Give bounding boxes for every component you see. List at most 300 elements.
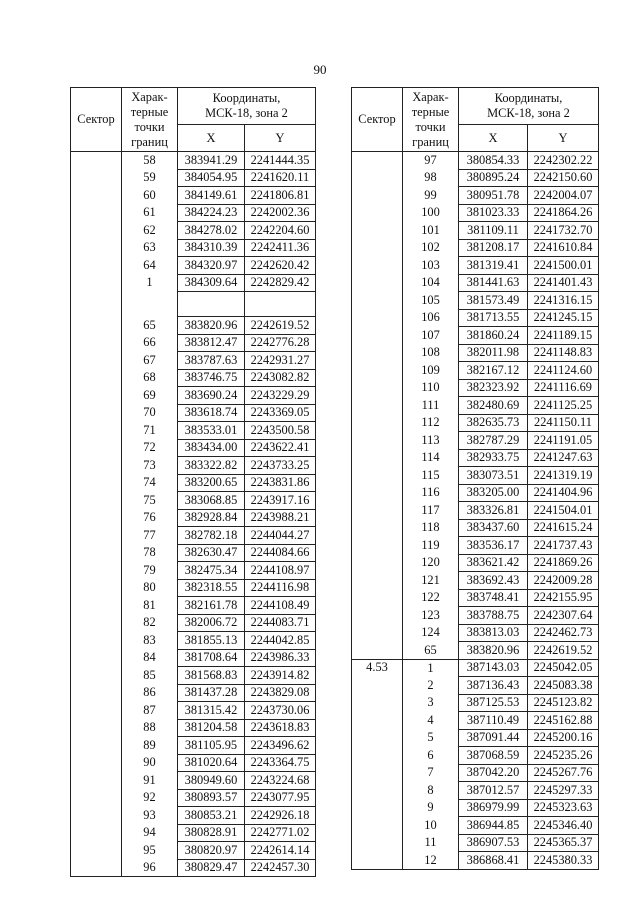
table-body-left xyxy=(71,152,316,877)
point-cell: 104 xyxy=(403,274,459,292)
table-row xyxy=(71,754,316,772)
table-row xyxy=(352,554,599,572)
header-y: Y xyxy=(245,125,316,152)
x-coordinate-cell: 381437.28 xyxy=(178,684,245,702)
x-coordinate-cell: 383618.74 xyxy=(178,404,245,422)
point-cell: 6 xyxy=(403,747,459,765)
point-cell: 3 xyxy=(403,694,459,712)
header-points-line4: границ xyxy=(131,134,168,149)
y-coordinate-cell: 2242462.73 xyxy=(528,624,599,642)
table-row xyxy=(352,379,599,397)
sector-cell xyxy=(352,589,403,607)
x-coordinate-cell: 381441.63 xyxy=(459,274,528,292)
y-coordinate-cell: 2243733.25 xyxy=(245,457,316,475)
sector-cell xyxy=(71,274,122,292)
sector-cell xyxy=(71,614,122,632)
point-cell: 95 xyxy=(122,842,178,860)
x-coordinate-cell: 384224.23 xyxy=(178,204,245,222)
table-row xyxy=(71,457,316,475)
point-cell: 99 xyxy=(403,187,459,205)
table-row xyxy=(71,509,316,527)
table-row xyxy=(71,544,316,562)
sector-cell xyxy=(71,187,122,205)
sector-cell xyxy=(352,677,403,695)
y-coordinate-cell: 2241189.15 xyxy=(528,327,599,345)
x-coordinate-cell: 382928.84 xyxy=(178,509,245,527)
x-coordinate-cell: 381315.42 xyxy=(178,702,245,720)
table-row xyxy=(71,649,316,667)
point-cell: 81 xyxy=(122,597,178,615)
point-cell: 112 xyxy=(403,414,459,432)
header-points xyxy=(403,88,459,152)
sector-cell xyxy=(352,449,403,467)
sector-cell xyxy=(352,327,403,345)
x-coordinate-cell: 381109.11 xyxy=(459,222,528,240)
y-coordinate-cell: 2241444.35 xyxy=(245,152,316,170)
header-points-line3: точки xyxy=(134,119,165,134)
x-coordinate-cell: 383748.41 xyxy=(459,589,528,607)
point-cell: 64 xyxy=(122,257,178,275)
y-coordinate-cell: 2244083.71 xyxy=(245,614,316,632)
sector-cell xyxy=(71,579,122,597)
sector-cell xyxy=(352,379,403,397)
point-cell: 61 xyxy=(122,204,178,222)
x-coordinate-cell: 383692.43 xyxy=(459,572,528,590)
point-cell: 9 xyxy=(403,799,459,817)
y-coordinate-cell: 2242155.95 xyxy=(528,589,599,607)
sector-cell xyxy=(352,222,403,240)
table-row xyxy=(71,387,316,405)
sector-cell xyxy=(71,684,122,702)
y-coordinate-cell: 2241245.15 xyxy=(528,309,599,327)
x-coordinate-cell: 383746.75 xyxy=(178,369,245,387)
point-cell: 105 xyxy=(403,292,459,310)
sector-cell xyxy=(352,502,403,520)
point-cell: 4 xyxy=(403,712,459,730)
point-cell: 5 xyxy=(403,729,459,747)
point-cell: 115 xyxy=(403,467,459,485)
x-coordinate-cell: 382161.78 xyxy=(178,597,245,615)
sector-cell xyxy=(352,799,403,817)
x-coordinate-cell: 381204.58 xyxy=(178,719,245,737)
y-coordinate-cell: 2245323.63 xyxy=(528,799,599,817)
table-row xyxy=(352,624,599,642)
header-x: X xyxy=(459,125,528,152)
point-cell: 87 xyxy=(122,702,178,720)
table-row xyxy=(352,607,599,625)
sector-cell xyxy=(71,509,122,527)
y-coordinate-cell: 2242829.42 xyxy=(245,274,316,292)
x-coordinate-cell: 384278.02 xyxy=(178,222,245,240)
x-coordinate-cell: 381855.13 xyxy=(178,632,245,650)
point-cell: 71 xyxy=(122,422,178,440)
header-sector: Сектор xyxy=(352,88,403,152)
point-cell: 121 xyxy=(403,572,459,590)
y-coordinate-cell: 2242619.52 xyxy=(528,642,599,660)
x-coordinate-cell: 383326.81 xyxy=(459,502,528,520)
x-coordinate-cell: 382480.69 xyxy=(459,397,528,415)
sector-cell xyxy=(71,257,122,275)
table-row xyxy=(71,257,316,275)
sector-cell xyxy=(352,519,403,537)
table-row xyxy=(352,344,599,362)
sector-cell xyxy=(352,309,403,327)
table-row xyxy=(71,579,316,597)
y-coordinate-cell: 2244116.98 xyxy=(245,579,316,597)
table-row xyxy=(71,632,316,650)
y-coordinate-cell: 2241732.70 xyxy=(528,222,599,240)
table-row xyxy=(352,589,599,607)
y-coordinate-cell: 2242150.60 xyxy=(528,169,599,187)
point-cell: 83 xyxy=(122,632,178,650)
point-cell: 120 xyxy=(403,554,459,572)
sector-cell xyxy=(71,152,122,170)
x-coordinate-cell: 383434.00 xyxy=(178,439,245,457)
table-row xyxy=(71,842,316,860)
point-cell: 107 xyxy=(403,327,459,345)
x-coordinate-cell: 387136.43 xyxy=(459,677,528,695)
x-coordinate-cell: 380949.60 xyxy=(178,772,245,790)
sector-cell xyxy=(352,257,403,275)
x-coordinate-cell: 381319.41 xyxy=(459,257,528,275)
point-cell: 93 xyxy=(122,807,178,825)
x-coordinate-cell: 383536.17 xyxy=(459,537,528,555)
y-coordinate-cell: 2242457.30 xyxy=(245,859,316,877)
y-coordinate-cell: 2241191.05 xyxy=(528,432,599,450)
table-row xyxy=(352,764,599,782)
y-coordinate-cell: 2242204.60 xyxy=(245,222,316,240)
x-coordinate-cell: 383812.47 xyxy=(178,334,245,352)
x-coordinate-cell: 387068.59 xyxy=(459,747,528,765)
table-row xyxy=(71,789,316,807)
sector-cell xyxy=(352,817,403,835)
header-points-line4: границ xyxy=(412,134,449,149)
x-coordinate-cell: 384320.97 xyxy=(178,257,245,275)
table-row xyxy=(71,369,316,387)
point-cell: 66 xyxy=(122,334,178,352)
point-cell: 85 xyxy=(122,667,178,685)
y-coordinate-cell: 2241806.81 xyxy=(245,187,316,205)
sector-cell: 4.53 xyxy=(352,659,403,677)
table-row xyxy=(352,169,599,187)
y-coordinate-cell: 2242771.02 xyxy=(245,824,316,842)
y-coordinate-cell: 2243986.33 xyxy=(245,649,316,667)
x-coordinate-cell: 382787.29 xyxy=(459,432,528,450)
x-coordinate-cell: 383621.42 xyxy=(459,554,528,572)
table-row xyxy=(71,492,316,510)
x-coordinate-cell: 383073.51 xyxy=(459,467,528,485)
y-coordinate-cell: 2243364.75 xyxy=(245,754,316,772)
sector-cell xyxy=(71,667,122,685)
table-row xyxy=(71,334,316,352)
point-cell: 7 xyxy=(403,764,459,782)
sector-cell xyxy=(71,824,122,842)
x-coordinate-cell: 382006.72 xyxy=(178,614,245,632)
y-coordinate-cell: 2241316.15 xyxy=(528,292,599,310)
point-cell: 1 xyxy=(403,659,459,677)
sector-cell xyxy=(71,772,122,790)
y-coordinate-cell: 2245267.76 xyxy=(528,764,599,782)
table-row xyxy=(352,817,599,835)
y-coordinate-cell: 2242009.28 xyxy=(528,572,599,590)
table-row xyxy=(71,317,316,335)
y-coordinate-cell: 2241247.63 xyxy=(528,449,599,467)
x-coordinate-cell: 382782.18 xyxy=(178,527,245,545)
y-coordinate-cell: 2243730.06 xyxy=(245,702,316,720)
point-cell: 92 xyxy=(122,789,178,807)
point-cell: 108 xyxy=(403,344,459,362)
x-coordinate-cell: 382167.12 xyxy=(459,362,528,380)
table-row xyxy=(71,474,316,492)
table-row xyxy=(71,527,316,545)
sector-cell xyxy=(352,467,403,485)
point-cell: 73 xyxy=(122,457,178,475)
x-coordinate-cell: 380829.47 xyxy=(178,859,245,877)
x-coordinate-cell: 384149.61 xyxy=(178,187,245,205)
y-coordinate-cell: 2241500.01 xyxy=(528,257,599,275)
x-coordinate-cell: 383437.60 xyxy=(459,519,528,537)
y-coordinate-cell: 2241610.84 xyxy=(528,239,599,257)
table-row xyxy=(71,152,316,170)
y-coordinate-cell: 2241125.25 xyxy=(528,397,599,415)
point-cell: 58 xyxy=(122,152,178,170)
header-points-line1: Харак- xyxy=(412,89,449,104)
header-points xyxy=(122,88,178,152)
x-coordinate-cell: 386907.53 xyxy=(459,834,528,852)
point-cell: 116 xyxy=(403,484,459,502)
table-row xyxy=(71,772,316,790)
point-cell: 65 xyxy=(122,317,178,335)
point-cell: 90 xyxy=(122,754,178,772)
header-coordinates-line2: МСК-18, зона 2 xyxy=(205,106,288,120)
header-points-line2: терные xyxy=(411,104,450,119)
point-cell: 91 xyxy=(122,772,178,790)
point-cell: 12 xyxy=(403,852,459,870)
sector-cell xyxy=(352,572,403,590)
y-coordinate-cell xyxy=(245,292,316,317)
table-row xyxy=(352,729,599,747)
x-coordinate-cell: 384309.64 xyxy=(178,274,245,292)
y-coordinate-cell: 2243622.41 xyxy=(245,439,316,457)
sector-cell xyxy=(352,764,403,782)
y-coordinate-cell: 2242004.07 xyxy=(528,187,599,205)
sector-cell xyxy=(352,642,403,660)
sector-cell xyxy=(71,439,122,457)
y-coordinate-cell: 2244044.27 xyxy=(245,527,316,545)
table-row xyxy=(71,222,316,240)
table-row xyxy=(352,152,599,170)
x-coordinate-cell: 386979.99 xyxy=(459,799,528,817)
sector-cell xyxy=(71,562,122,580)
y-coordinate-cell: 2245042.05 xyxy=(528,659,599,677)
x-coordinate-cell: 381708.64 xyxy=(178,649,245,667)
sector-cell xyxy=(71,457,122,475)
point-cell: 97 xyxy=(403,152,459,170)
table-row xyxy=(352,694,599,712)
x-coordinate-cell: 382323.92 xyxy=(459,379,528,397)
table-row xyxy=(352,414,599,432)
x-coordinate-cell: 383787.63 xyxy=(178,352,245,370)
point-cell: 82 xyxy=(122,614,178,632)
sector-cell xyxy=(71,222,122,240)
sector-cell xyxy=(352,782,403,800)
sector-cell xyxy=(71,544,122,562)
table-row xyxy=(352,432,599,450)
sector-cell xyxy=(352,292,403,310)
table-row xyxy=(352,204,599,222)
x-coordinate-cell: 380951.78 xyxy=(459,187,528,205)
x-coordinate-cell: 383533.01 xyxy=(178,422,245,440)
point-cell: 88 xyxy=(122,719,178,737)
point-cell: 69 xyxy=(122,387,178,405)
table-row xyxy=(71,274,316,292)
table-row xyxy=(352,292,599,310)
y-coordinate-cell: 2241150.11 xyxy=(528,414,599,432)
x-coordinate-cell: 384054.95 xyxy=(178,169,245,187)
header-coordinates-line1: Координаты, xyxy=(212,91,281,105)
y-coordinate-cell: 2245380.33 xyxy=(528,852,599,870)
table-row xyxy=(352,747,599,765)
sector-cell xyxy=(71,404,122,422)
y-coordinate-cell: 2241620.11 xyxy=(245,169,316,187)
point-cell: 65 xyxy=(403,642,459,660)
y-coordinate-cell: 2243829.08 xyxy=(245,684,316,702)
y-coordinate-cell: 2241404.96 xyxy=(528,484,599,502)
y-coordinate-cell: 2241504.01 xyxy=(528,502,599,520)
y-coordinate-cell: 2241864.26 xyxy=(528,204,599,222)
table-row xyxy=(352,397,599,415)
table-row xyxy=(71,702,316,720)
header-coordinates-line1: Координаты, xyxy=(494,91,563,105)
x-coordinate-cell: 380828.91 xyxy=(178,824,245,842)
table-row xyxy=(71,562,316,580)
y-coordinate-cell: 2241319.19 xyxy=(528,467,599,485)
y-coordinate-cell: 2242002.36 xyxy=(245,204,316,222)
point-cell: 8 xyxy=(403,782,459,800)
point-cell: 117 xyxy=(403,502,459,520)
sector-cell xyxy=(71,387,122,405)
table-row xyxy=(352,659,599,677)
sector-cell xyxy=(352,187,403,205)
y-coordinate-cell: 2241148.83 xyxy=(528,344,599,362)
table-row xyxy=(352,449,599,467)
x-coordinate-cell: 383068.85 xyxy=(178,492,245,510)
table-row xyxy=(71,422,316,440)
header-coordinates xyxy=(459,88,599,125)
table-body-right xyxy=(352,152,599,870)
y-coordinate-cell: 2245162.88 xyxy=(528,712,599,730)
header-y: Y xyxy=(528,125,599,152)
x-coordinate-cell: 382011.98 xyxy=(459,344,528,362)
sector-cell xyxy=(352,169,403,187)
point-cell: 122 xyxy=(403,589,459,607)
point-cell: 72 xyxy=(122,439,178,457)
table-row xyxy=(71,352,316,370)
y-coordinate-cell: 2243500.58 xyxy=(245,422,316,440)
sector-cell xyxy=(352,239,403,257)
y-coordinate-cell: 2245235.26 xyxy=(528,747,599,765)
y-coordinate-cell: 2245083.38 xyxy=(528,677,599,695)
table-row xyxy=(352,642,599,660)
y-coordinate-cell: 2243229.29 xyxy=(245,387,316,405)
sector-cell xyxy=(71,492,122,510)
table-row xyxy=(71,614,316,632)
point-cell: 10 xyxy=(403,817,459,835)
sector-cell xyxy=(71,754,122,772)
table-row xyxy=(71,684,316,702)
table-row xyxy=(71,824,316,842)
x-coordinate-cell: 381568.83 xyxy=(178,667,245,685)
point-cell: 124 xyxy=(403,624,459,642)
x-coordinate-cell: 383820.96 xyxy=(459,642,528,660)
y-coordinate-cell: 2242411.36 xyxy=(245,239,316,257)
sector-cell xyxy=(71,334,122,352)
point-cell: 76 xyxy=(122,509,178,527)
table-row xyxy=(352,239,599,257)
sector-cell xyxy=(71,317,122,335)
point-cell: 102 xyxy=(403,239,459,257)
sector-cell xyxy=(352,554,403,572)
table-row xyxy=(71,169,316,187)
y-coordinate-cell: 2243831.86 xyxy=(245,474,316,492)
point-cell: 98 xyxy=(403,169,459,187)
sector-cell xyxy=(352,397,403,415)
x-coordinate-cell: 387110.49 xyxy=(459,712,528,730)
y-coordinate-cell: 2242307.64 xyxy=(528,607,599,625)
table-row xyxy=(71,204,316,222)
sector-cell xyxy=(352,344,403,362)
x-coordinate-cell: 383205.00 xyxy=(459,484,528,502)
table-row xyxy=(352,274,599,292)
sector-cell xyxy=(71,204,122,222)
y-coordinate-cell: 2244084.66 xyxy=(245,544,316,562)
sector-cell xyxy=(71,239,122,257)
x-coordinate-cell: 382630.47 xyxy=(178,544,245,562)
table-row xyxy=(352,572,599,590)
x-coordinate-cell: 384310.39 xyxy=(178,239,245,257)
table-row xyxy=(71,667,316,685)
table-row xyxy=(352,502,599,520)
point-cell: 77 xyxy=(122,527,178,545)
x-coordinate-cell: 383690.24 xyxy=(178,387,245,405)
table-row xyxy=(71,719,316,737)
x-coordinate-cell: 380820.97 xyxy=(178,842,245,860)
x-coordinate-cell: 381573.49 xyxy=(459,292,528,310)
x-coordinate-cell: 381713.55 xyxy=(459,309,528,327)
table-row xyxy=(352,519,599,537)
point-cell: 68 xyxy=(122,369,178,387)
table-row xyxy=(71,807,316,825)
x-coordinate-cell: 380853.21 xyxy=(178,807,245,825)
sector-cell xyxy=(71,632,122,650)
x-coordinate-cell: 380895.24 xyxy=(459,169,528,187)
point-cell: 63 xyxy=(122,239,178,257)
x-coordinate-cell: 380893.57 xyxy=(178,789,245,807)
y-coordinate-cell: 2243224.68 xyxy=(245,772,316,790)
table-row xyxy=(352,309,599,327)
y-coordinate-cell: 2243988.21 xyxy=(245,509,316,527)
sector-cell xyxy=(352,729,403,747)
table-row xyxy=(71,737,316,755)
x-coordinate-cell: 387143.03 xyxy=(459,659,528,677)
x-coordinate-cell: 383322.82 xyxy=(178,457,245,475)
point-cell: 123 xyxy=(403,607,459,625)
header-points-line1: Харак- xyxy=(131,89,168,104)
y-coordinate-cell: 2243914.82 xyxy=(245,667,316,685)
x-coordinate-cell: 381105.95 xyxy=(178,737,245,755)
y-coordinate-cell: 2242620.42 xyxy=(245,257,316,275)
table-row xyxy=(352,187,599,205)
